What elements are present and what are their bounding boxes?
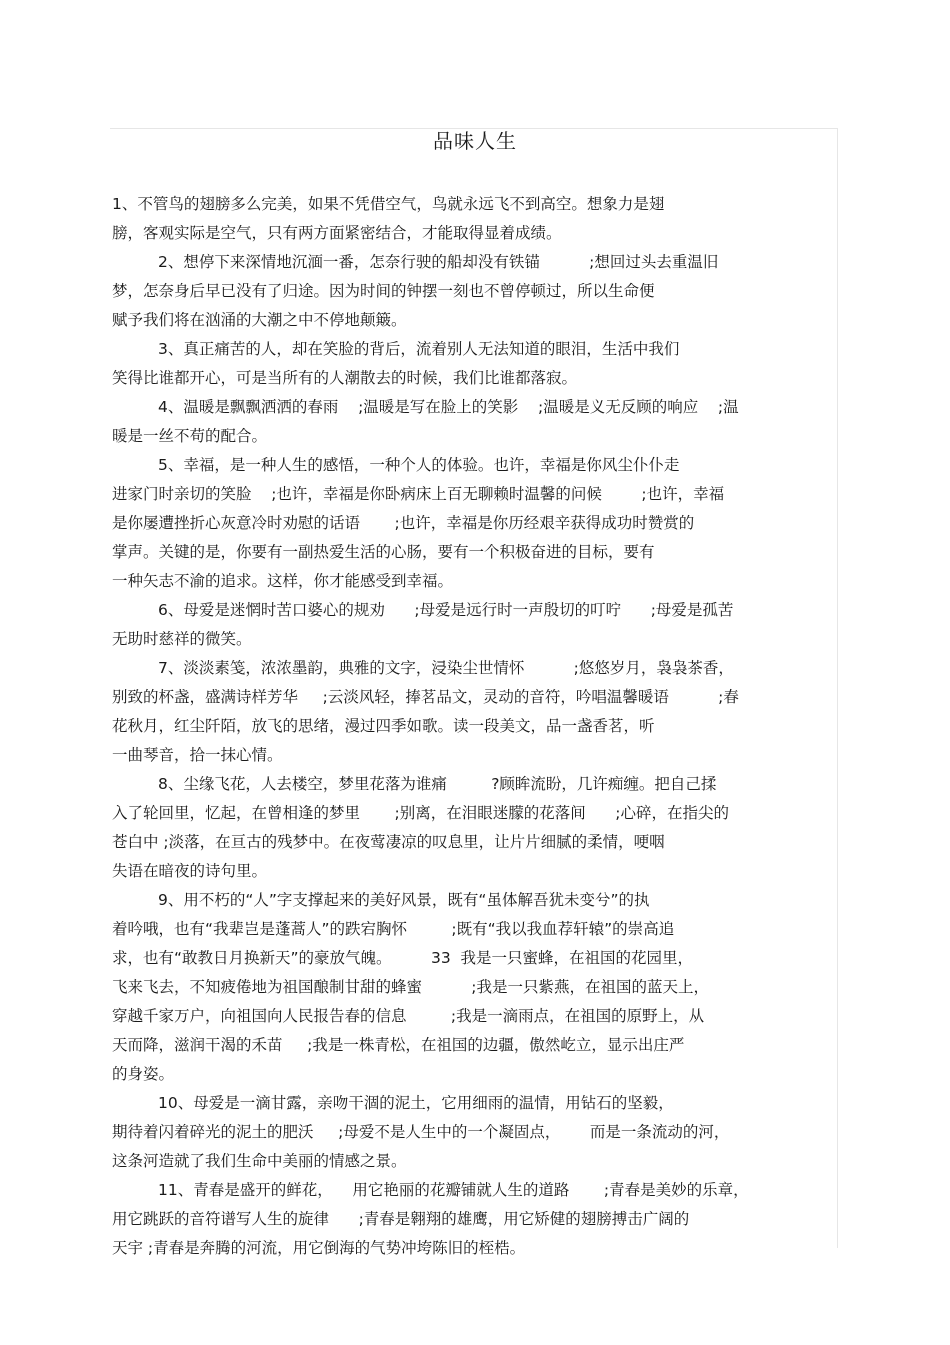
text-line: 是你屡遭挫折心灰意冷时劝慰的话语 ;也许，幸福是你历经艰辛获得成功时赞赏的 [112, 514, 695, 532]
text-line: 掌声。关键的是，你要有一副热爱生活的心肠，要有一个积极奋进的目标，要有 [112, 543, 655, 561]
text-line: 2、想停下来深情地沉湎一番，怎奈行驶的船却没有铁锚 ;想回过头去重温旧 [158, 253, 719, 271]
text-line: 进家门时亲切的笑脸 ;也许，幸福是你卧病床上百无聊赖时温馨的问候 ;也许，幸福 [112, 485, 725, 503]
text-line: 暖是一丝不苟的配合。 [112, 427, 268, 445]
text-line: 1、不管鸟的翅膀多么完美，如果不凭借空气，鸟就永远飞不到高空。想象力是翅 [112, 195, 665, 213]
text-line: 期待着闪着碎光的泥土的肥沃 ;母爱不是人生中的一个凝固点， 而是一条流动的河， [112, 1123, 730, 1141]
text-line: 5、幸福，是一种人生的感悟，一种个人的体验。也许，幸福是你风尘仆仆走 [158, 456, 680, 474]
text-line: 无助时慈祥的微笑。 [112, 630, 252, 648]
text-line: 梦，怎奈身后早已没有了归途。因为时间的钟摆一刻也不曾停顿过，所以生命便 [112, 282, 655, 300]
text-line: 7、淡淡素笺，浓浓墨韵，典雅的文字，浸染尘世情怀 ;悠悠岁月，袅袅茶香， [158, 659, 734, 677]
text-line: 一种矢志不渝的追求。这样，你才能感受到幸福。 [112, 572, 454, 590]
text-line: 入了轮回里，忆起，在曾相逢的梦里 ;别离，在泪眼迷朦的花落间 ;心碎，在指尖的 [112, 804, 729, 822]
text-line: 的身姿。 [112, 1065, 175, 1083]
text-line: 11、青春是盛开的鲜花， 用它艳丽的花瓣铺就人生的道路 ;青春是美妙的乐章， [158, 1181, 749, 1199]
text-line: 10、母爱是一滴甘露，亲吻干涸的泥土，它用细雨的温情，用钻石的坚毅， [158, 1094, 674, 1112]
text-line: 失语在暗夜的诗句里。 [112, 862, 268, 880]
text-line: 赋予我们将在汹涌的大潮之中不停地颠簸。 [112, 311, 407, 329]
text-line: 苍白中 ;淡落，在亘古的残梦中。在夜莺凄凉的叹息里，让片片细腻的柔情，哽咽 [112, 833, 665, 851]
text-line: 4、温暖是飘飘洒洒的春雨 ;温暖是写在脸上的笑影 ;温暖是义无反顾的响应 ;温 [158, 398, 739, 416]
text-line: 飞来飞去，不知疲倦地为祖国酿制甘甜的蜂蜜 ;我是一只紫燕，在祖国的蓝天上， [112, 978, 709, 996]
text-line: 着吟哦，也有“我辈岂是蓬蒿人”的跌宕胸怀 ;既有“我以我血荐轩辕”的崇高追 [112, 920, 675, 938]
text-line: 3、真正痛苦的人，却在笑脸的背后，流着别人无法知道的眼泪，生活中我们 [158, 340, 680, 358]
text-line: 笑得比谁都开心，可是当所有的人潮散去的时候，我们比谁都落寂。 [112, 369, 578, 387]
text-line: 一曲琴音，拾一抹心情。 [112, 746, 283, 764]
text-line: 9、用不朽的“人”字支撑起来的美好风景，既有“虽体解吾犹未变兮”的执 [158, 891, 650, 909]
document-title: 品味人生 [433, 129, 517, 153]
text-line: 穿越千家万户，向祖国向人民报告春的信息 ;我是一滴雨点，在祖国的原野上，从 [112, 1007, 705, 1025]
text-line: 花秋月，红尘阡陌，放飞的思绪，漫过四季如歌。读一段美文，品一盏香茗，听 [112, 717, 655, 735]
text-line: 天而降，滋润干渴的禾苗 ;我是一株青松，在祖国的边疆，傲然屹立，显示出庄严 [112, 1036, 685, 1054]
text-line: 膀，客观实际是空气，只有两方面紧密结合，才能取得显着成绩。 [112, 224, 562, 242]
text-line: 这条河造就了我们生命中美丽的情感之景。 [112, 1152, 407, 1170]
text-line: 天宇 ;青春是奔腾的河流，用它倒海的气势冲垮陈旧的桎梏。 [112, 1239, 526, 1257]
text-line: 用它跳跃的音符谱写人生的旋律 ;青春是翱翔的雄鹰，用它矫健的翅膀搏击广阔的 [112, 1210, 690, 1228]
text-line: 6、母爱是迷惘时苦口婆心的规劝 ;母爱是远行时一声殷切的叮咛 ;母爱是孤苦 [158, 601, 734, 619]
text-line: 求，也有“敢教日月换新天”的豪放气魄。 33 我是一只蜜蜂，在祖国的花园里， [112, 949, 694, 967]
text-line: 别致的杯盏，盛满诗样芳华 ;云淡风轻，捧茗品文，灵动的音符，吟唱温馨暖语 ;春 [112, 688, 739, 706]
document-body [112, 190, 837, 1263]
text-line: 8、尘缘飞花，人去楼空，梦里花落为谁痛 ?顾眸流盼，几许痴缠。把自己揉 [158, 775, 717, 793]
